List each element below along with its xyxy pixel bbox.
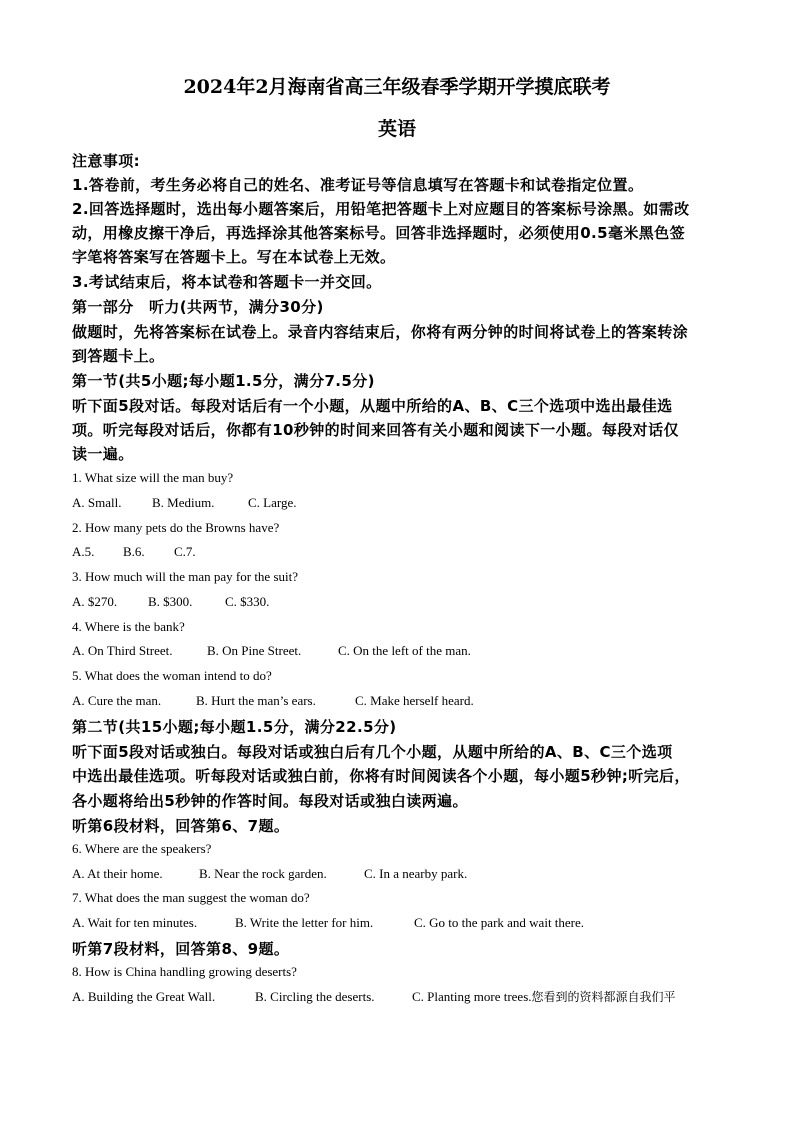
option-c: C.7. [174, 544, 196, 559]
option-a: A. $270. [72, 594, 118, 609]
option-b: B. $300. [148, 594, 193, 609]
question-6: 6. Where are the speakers? [72, 841, 212, 856]
question-6-options [72, 866, 467, 882]
option-c: C. Make herself heard. [355, 693, 474, 708]
section1-intro-line-2: 项。听完每段对话后，你都有10秒钟的时间来回答有关小题和阅读下一小题。每段对话仅 [72, 421, 679, 439]
option-b: B. Medium. [152, 495, 215, 510]
question-5: 5. What does the woman intend to do? [72, 668, 272, 683]
option-c: C. Large. [248, 495, 297, 510]
option-a: A.5. [72, 544, 95, 559]
section2-intro-line-3: 各小题将给出5秒钟的作答时间。每段对话或独白读两遍。 [72, 792, 468, 810]
question-1: 1. What size will the man buy? [72, 470, 234, 485]
question-1-options [72, 495, 297, 511]
part1-intro-line-1: 做题时，先将答案标在试卷上。录音内容结束后，你将有两分钟的时间将试卷上的答案转涂 [72, 323, 689, 341]
question-4: 4. Where is the bank? [72, 619, 185, 634]
note-item-2-line-3: 字笔将答案写在答题卡上。写在本试卷上无效。 [72, 248, 396, 266]
option-c: C. Go to the park and wait there. [414, 915, 585, 930]
question-7: 7. What does the man suggest the woman do? [72, 890, 310, 905]
section2-intro-line-2: 中选出最佳选项。听每段对话或独白前，你将有时间阅读各个小题，每小题5秒钟;听完后， [72, 767, 690, 785]
option-a: A. At their home. [72, 866, 163, 881]
section1-intro-line-3: 读一遍。 [72, 445, 134, 463]
option-b: B.6. [123, 544, 145, 559]
option-c: C. $330. [225, 594, 270, 609]
question-2-options [72, 544, 196, 560]
material-6-heading: 听第6段材料，回答第6、7题。 [72, 817, 290, 835]
option-a: A. Building the Great Wall. [72, 989, 216, 1004]
option-c: C. In a nearby park. [364, 866, 468, 881]
note-item-1: 1.答卷前，考生务必将自己的姓名、准考证号等信息填写在答题卡和试卷指定位置。 [72, 176, 644, 194]
subject-title: 英语 [377, 118, 416, 140]
section1-heading: 第一节(共5小题;每小题1.5分，满分7.5分) [72, 372, 375, 390]
option-b: B. Write the letter for him. [235, 915, 374, 930]
question-2: 2. How many pets do the Browns have? [72, 520, 280, 535]
option-a: A. Small. [72, 495, 122, 510]
note-item-3: 3.考试结束后，将本试卷和答题卡一并交回。 [72, 273, 382, 291]
option-b: B. Circling the deserts. [255, 989, 375, 1004]
option-c: C. On the left of the man. [338, 643, 471, 658]
note-item-2-line-1: 2.回答选择题时，选出每小题答案后，用铅笔把答题卡上对应题目的答案标号涂黑。如需改 [72, 200, 690, 218]
question-5-options [72, 693, 474, 709]
question-3-options [72, 594, 269, 610]
option-b: B. Near the rock garden. [199, 866, 327, 881]
part1-heading: 第一部分 听力(共两节，满分30分) [72, 298, 324, 316]
trailing-text: 您看到的资料都源自我们平 [531, 990, 676, 1004]
option-c: C. Planting more trees. [412, 989, 532, 1004]
part1-intro-line-2: 到答题卡上。 [72, 347, 165, 365]
section2-heading: 第二节(共15小题;每小题1.5分，满分22.5分) [72, 718, 397, 736]
question-4-options [72, 643, 471, 659]
question-7-options [72, 915, 584, 931]
section1-intro-line-1: 听下面5段对话。每段对话后有一个小题，从题中所给的A、B、C三个选项中选出最佳选 [72, 397, 673, 415]
material-7-heading: 听第7段材料，回答第8、9题。 [72, 940, 290, 958]
notes-heading: 注意事项: [72, 152, 140, 170]
option-a: A. Cure the man. [72, 693, 162, 708]
section2-intro-line-1: 听下面5段对话或独白。每段对话或独白后有几个小题，从题中所给的A、B、C三个选项 [72, 743, 673, 761]
option-b: B. On Pine Street. [207, 643, 302, 658]
question-8: 8. How is China handling growing deserts? [72, 964, 297, 979]
exam-title: 2024年2月海南省高三年级春季学期开学摸底联考 [183, 76, 611, 98]
option-a: A. On Third Street. [72, 643, 173, 658]
question-8-options [72, 988, 676, 1005]
note-item-2-line-2: 动，用橡皮擦干净后，再选择涂其他答案标号。回答非选择题时，必须使用0.5毫米黑色签 [72, 224, 685, 242]
option-a: A. Wait for ten minutes. [72, 915, 198, 930]
question-3: 3. How much will the man pay for the suit? [72, 569, 299, 584]
option-b: B. Hurt the man’s ears. [196, 693, 316, 708]
